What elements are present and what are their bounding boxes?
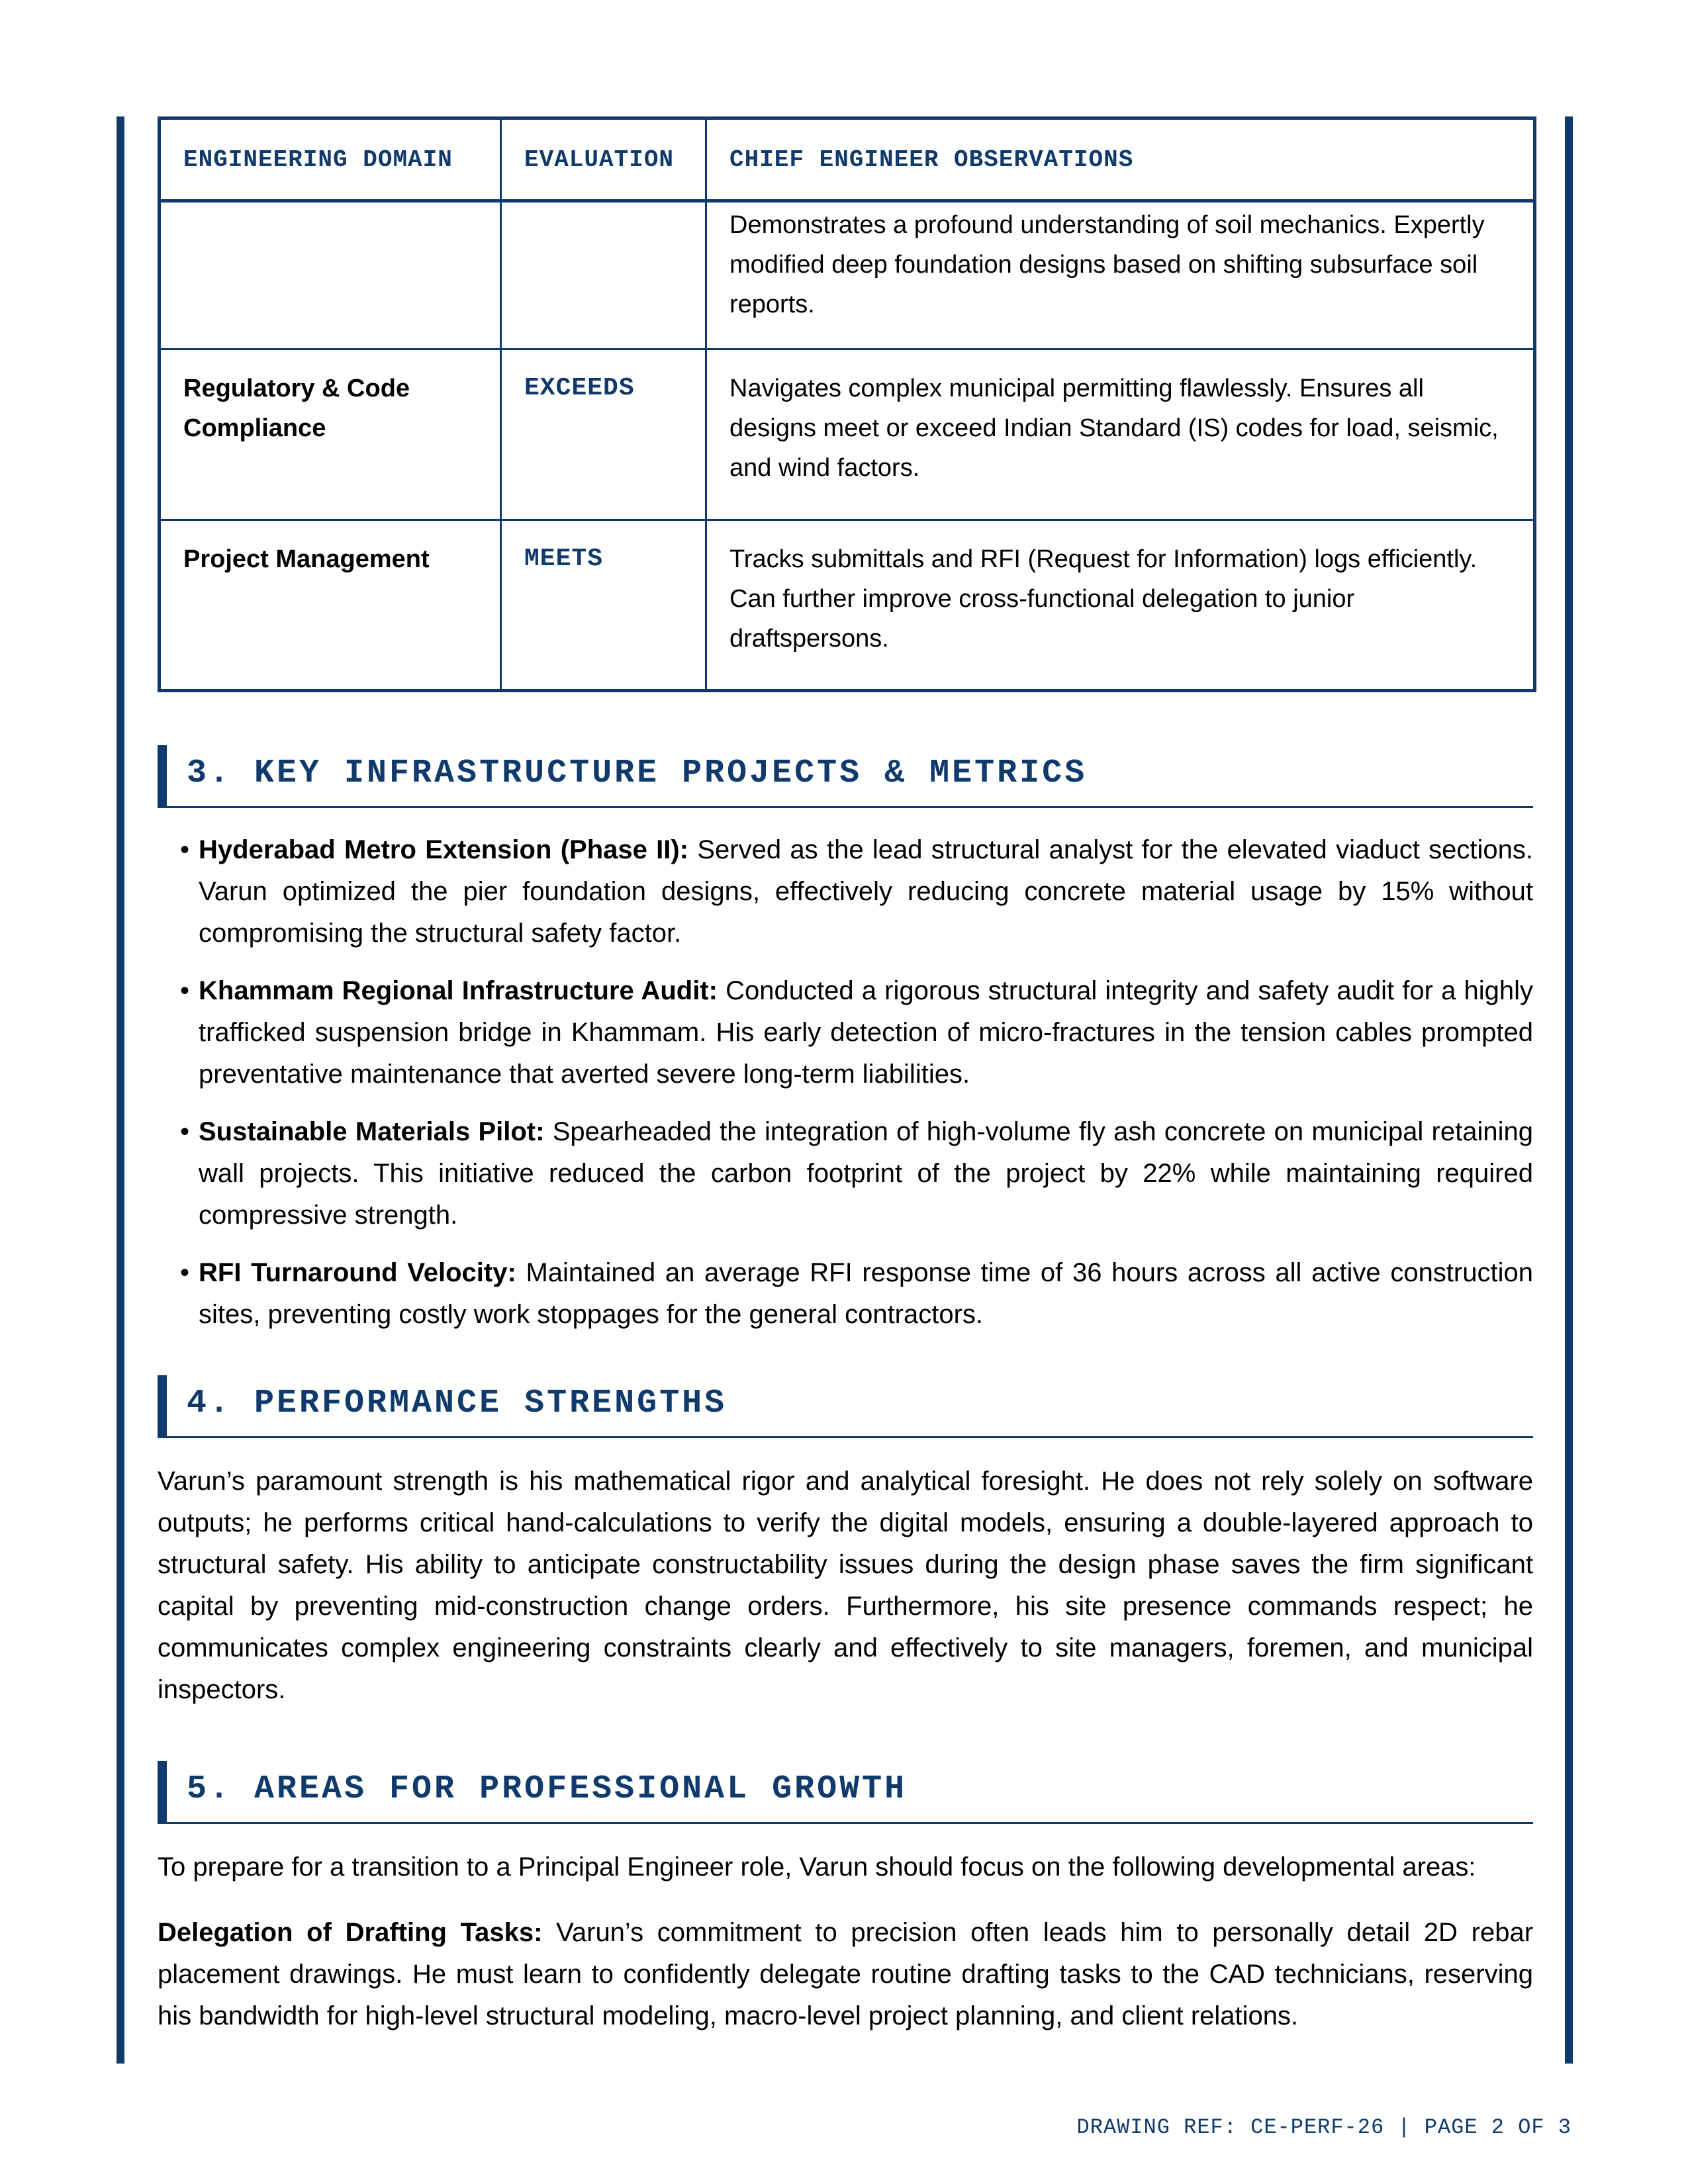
bullet-icon: • (180, 835, 190, 864)
section-accent-bar (158, 1375, 167, 1436)
right-margin-rule (1565, 116, 1573, 2064)
evaluation-cell: MEETS (501, 520, 706, 691)
observations-cell: Demonstrates a profound understanding of soil mechanics. Expertly modified deep foundation designs based on shifting subsurface soil reports. (706, 201, 1535, 349)
section-header-growth (158, 1761, 1533, 1824)
domain-cell: Project Management (160, 520, 501, 691)
projects-list (158, 829, 1533, 1336)
domain-cell (160, 201, 501, 349)
page-footer: DRAWING REF: CE-PERF-26 | PAGE 2 OF 3 (1076, 2115, 1571, 2140)
evaluation-cell (501, 201, 706, 349)
observations-cell: Tracks submittals and RFI (Request for Information) logs efficiently. Can further improve cross-functional delegation to junior draftspersons. (706, 520, 1535, 691)
evaluation-table (158, 116, 1536, 692)
column-header-domain: ENGINEERING DOMAIN (160, 118, 501, 201)
growth-intro: To prepare for a transition to a Principal Engineer role, Varun should focus on the following developmental areas: (158, 1852, 1476, 1882)
list-item (158, 1252, 1533, 1336)
bullet-icon: • (180, 976, 190, 1005)
list-item (158, 1111, 1533, 1236)
section-title: 3. KEY INFRASTRUCTURE PROJECTS & METRICS (187, 754, 1088, 792)
section-title: 4. PERFORMANCE STRENGTHS (187, 1385, 727, 1422)
section-accent-bar (158, 1761, 167, 1822)
table-header-row (160, 118, 1535, 201)
evaluation-cell: EXCEEDS (501, 349, 706, 520)
growth-item-text: Varun’s commitment to precision often leads him to personally detail 2D rebar placement drawings. He must learn to confidently delegate routine drafting tasks to the CAD technicians, reserving his bandwidth for high-level structural modeling, macro-level project planning, and client relations. (158, 1918, 1534, 2030)
table-row (160, 349, 1535, 520)
list-item (158, 970, 1533, 1095)
growth-item-label: Delegation of Drafting Tasks: (158, 1918, 543, 1947)
table-row (160, 201, 1535, 349)
item-label: Hyderabad Metro Extension (Phase II): (199, 835, 689, 864)
item-label: Khammam Regional Infrastructure Audit: (199, 976, 718, 1005)
growth-item (158, 1912, 1533, 2037)
list-item (158, 829, 1533, 954)
section-header-strengths (158, 1375, 1533, 1438)
table-row (160, 520, 1535, 691)
section-accent-bar (158, 745, 167, 806)
bullet-icon: • (180, 1258, 190, 1287)
page-content (158, 116, 1533, 2037)
item-text: Maintained an average RFI response time of 36 hours across all active construction sites, preventing costly work stoppages for the general contractors. (199, 1258, 1533, 1329)
column-header-observations: CHIEF ENGINEER OBSERVATIONS (706, 118, 1535, 201)
item-label: Sustainable Materials Pilot: (199, 1117, 545, 1146)
observations-cell: Navigates complex municipal permitting flawlessly. Ensures all designs meet or exceed Indian Standard (IS) codes for load, seismic, and wind factors. (706, 349, 1535, 520)
item-label: RFI Turnaround Velocity: (199, 1258, 516, 1287)
section-title: 5. AREAS FOR PROFESSIONAL GROWTH (187, 1770, 908, 1808)
column-header-evaluation: EVALUATION (501, 118, 706, 201)
domain-cell: Regulatory & Code Compliance (160, 349, 501, 520)
left-margin-rule (117, 116, 124, 2064)
item-text: Conducted a rigorous structural integrity and safety audit for a highly trafficked suspension bridge in Khammam. His early detection of micro-fractures in the tension cables prompted preventative maintenance that averted severe long-term liabilities. (199, 976, 1533, 1089)
item-text: Spearheaded the integration of high-volume fly ash concrete on municipal retaining wall projects. This initiative reduced the carbon footprint of the project by 22% while maintaining required compressive strength. (199, 1117, 1533, 1230)
bullet-icon: • (180, 1117, 190, 1146)
strengths-paragraph: Varun’s paramount strength is his mathematical rigor and analytical foresight. He does not rely solely on software outputs; he performs critical hand-calculations to verify the digital models, ensuring a double-layered approach to structural safety. His ability to anticipate constructability issues during the design phase saves the firm significant capital by preventing mid-construction change orders. Furthermore, his site presence commands respect; he communicates complex engineering constraints clearly and effectively to site managers, foremen, and municipal inspectors. (158, 1467, 1533, 1704)
item-text: Served as the lead structural analyst for the elevated viaduct sections. Varun optimized the pier foundation designs, effectively reducing concrete material usage by 15% without compromising the structural safety factor. (199, 835, 1534, 948)
section-header-projects (158, 745, 1533, 808)
